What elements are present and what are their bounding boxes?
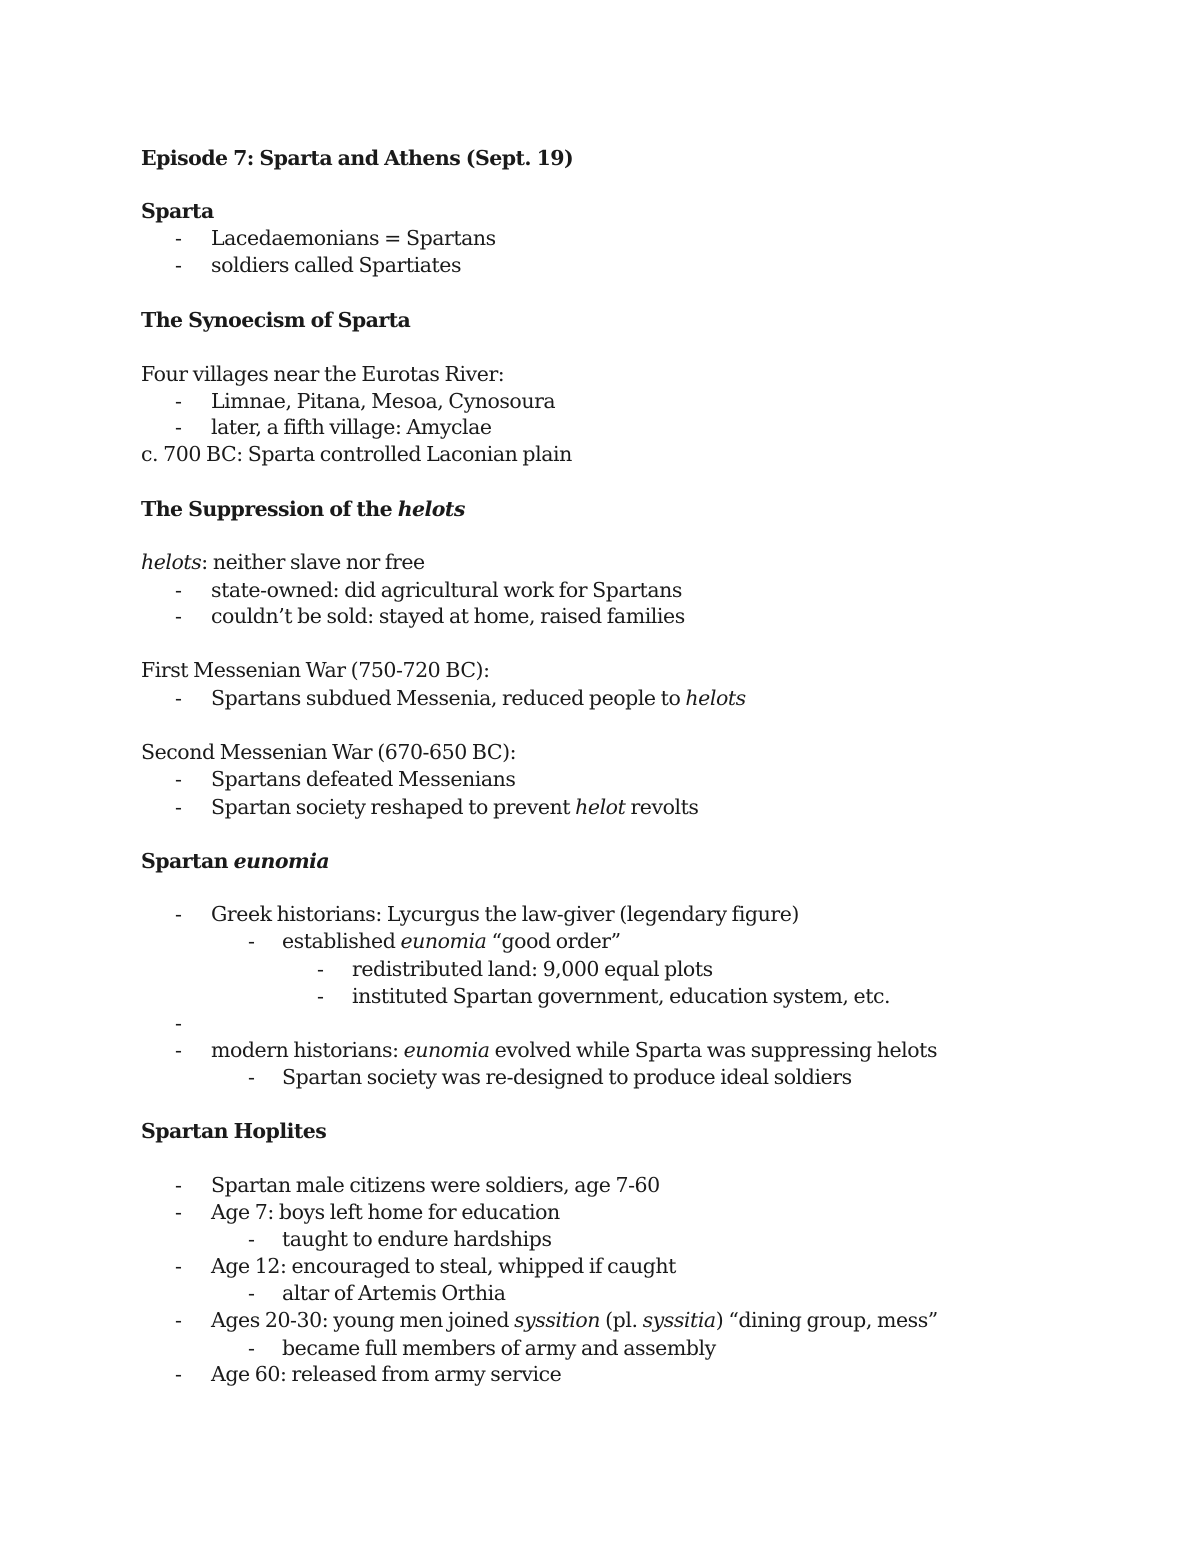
italic-term: eunomia xyxy=(233,849,330,873)
text-run: taught to endure hardships xyxy=(282,1227,552,1251)
sparta-heading-title xyxy=(141,197,214,225)
second-war-b1-line xyxy=(211,765,516,793)
villages-intro-line xyxy=(141,360,504,388)
text-run: couldn’t be sold: stayed at home, raised families xyxy=(211,604,685,628)
text-run: : neither slave nor free xyxy=(201,550,425,574)
text-run: Age 12: encouraged to steal, whipped if caught xyxy=(211,1254,676,1278)
text-run: evolved while Sparta was suppressing helots xyxy=(489,1038,938,1062)
bullet-dash: - xyxy=(175,389,182,413)
italic-term: eunomia xyxy=(403,1038,490,1062)
italic-term: eunomia xyxy=(400,929,487,953)
first-war-b1-line xyxy=(211,684,746,712)
text-run: Spartan xyxy=(141,849,234,873)
text-run: Spartans defeated Messenians xyxy=(211,767,516,791)
text-run: The Suppression of the xyxy=(141,497,398,521)
bullet-dash: - xyxy=(248,1336,255,1360)
eunomia-b2-line xyxy=(211,1036,937,1064)
bullet-dash: - xyxy=(248,1281,255,1305)
bullet-dash: - xyxy=(175,686,182,710)
bullet-dash: - xyxy=(248,1227,255,1251)
bullet-dash: - xyxy=(175,1200,182,1224)
second-war-b2-line xyxy=(211,793,698,821)
text-run: Second Messenian War (670-650 BC): xyxy=(141,740,517,764)
text-run: First Messenian War (750-720 BC): xyxy=(141,658,490,682)
bullet-dash: - xyxy=(175,253,182,277)
bullet-dash: - xyxy=(248,929,255,953)
sparta-b1-line xyxy=(211,224,496,252)
text-run: altar of Artemis Orthia xyxy=(282,1281,506,1305)
hoplites-b4-line xyxy=(211,1306,938,1334)
hoplites-b1-line xyxy=(211,1171,660,1199)
text-run: ) “dining group, mess” xyxy=(715,1308,938,1332)
bullet-dash: - xyxy=(175,1254,182,1278)
hoplites-b3-line xyxy=(211,1252,676,1280)
eunomia-heading-title xyxy=(141,847,329,875)
bullet-dash: - xyxy=(175,795,182,819)
italic-term: syssitia xyxy=(642,1308,716,1332)
text-run: “good order” xyxy=(486,929,621,953)
text-run: c. 700 BC: Sparta controlled Laconian plain xyxy=(141,442,572,466)
bullet-dash: - xyxy=(175,578,182,602)
text-run: Lacedaemonians = Spartans xyxy=(211,226,496,250)
text-run: Limnae, Pitana, Mesoa, Cynosoura xyxy=(211,389,556,413)
villages-b2-line xyxy=(211,413,492,441)
hoplites-b2-line xyxy=(211,1198,560,1226)
italic-term: helots xyxy=(141,550,202,574)
title-title xyxy=(141,144,573,172)
text-run: became full members of army and assembly xyxy=(282,1336,716,1360)
text-run: Spartan male citizens were soldiers, age 7-60 xyxy=(211,1173,660,1197)
bullet-dash: - xyxy=(317,957,324,981)
italic-term: helots xyxy=(685,686,746,710)
bullet-dash: - xyxy=(175,226,182,250)
text-run: redistributed land: 9,000 equal plots xyxy=(352,957,713,981)
text-run: later, a fifth village: Amyclae xyxy=(211,415,492,439)
text-run: Episode 7: Sparta and Athens (Sept. 19) xyxy=(141,146,574,170)
text-run: Age 60: released from army service xyxy=(211,1362,562,1386)
bullet-dash: - xyxy=(248,1065,255,1089)
hoplites-b3a-line xyxy=(282,1279,505,1307)
laconian-plain-line xyxy=(141,440,572,468)
helots-heading-title xyxy=(141,495,465,523)
bullet-dash: - xyxy=(175,1011,182,1035)
bullet-dash: - xyxy=(175,1308,182,1332)
text-run: (pl. xyxy=(600,1308,643,1332)
text-run: Four villages near the Eurotas River: xyxy=(141,362,505,386)
text-run: soldiers called Spartiates xyxy=(211,253,462,277)
eunomia-b1a2-line xyxy=(352,982,890,1010)
helots-b1-line xyxy=(211,576,682,604)
helots-def-line xyxy=(141,548,425,576)
eunomia-b2a-line xyxy=(282,1063,852,1091)
second-war-line xyxy=(141,738,516,766)
bullet-dash: - xyxy=(175,604,182,628)
hoplites-heading-title xyxy=(141,1117,326,1145)
hoplites-b4a-line xyxy=(282,1334,716,1362)
bullet-dash: - xyxy=(175,767,182,791)
text-run: Spartans subdued Messenia, reduced people to xyxy=(211,686,686,710)
text-run: Spartan society reshaped to prevent xyxy=(211,795,576,819)
text-run: Spartan society was re-designed to produce ideal soldiers xyxy=(282,1065,852,1089)
eunomia-b1a-line xyxy=(282,927,621,955)
bullet-dash: - xyxy=(317,984,324,1008)
text-run: revolts xyxy=(625,795,699,819)
italic-term: helots xyxy=(397,497,465,521)
synoecism-heading-title xyxy=(141,306,410,334)
hoplites-b5-line xyxy=(211,1360,561,1388)
bullet-dash: - xyxy=(175,415,182,439)
eunomia-b1a1-line xyxy=(352,955,713,983)
italic-term: syssition xyxy=(514,1308,601,1332)
text-run: Greek historians: Lycurgus the law-giver (legendary figure) xyxy=(211,902,799,926)
helots-b2-line xyxy=(211,602,685,630)
text-run: Spartan Hoplites xyxy=(141,1119,327,1143)
text-run: Ages 20-30: young men joined xyxy=(211,1308,515,1332)
italic-term: helot xyxy=(575,795,626,819)
first-war-line xyxy=(141,656,490,684)
text-run: The Synoecism of Sparta xyxy=(141,308,411,332)
bullet-dash: - xyxy=(175,1362,182,1386)
hoplites-b2a-line xyxy=(282,1225,552,1253)
text-run: Sparta xyxy=(141,199,214,223)
bullet-dash: - xyxy=(175,1038,182,1062)
villages-b1-line xyxy=(211,387,555,415)
text-run: Age 7: boys left home for education xyxy=(211,1200,560,1224)
text-run: modern historians: xyxy=(211,1038,404,1062)
text-run: instituted Spartan government, education system, etc. xyxy=(352,984,891,1008)
eunomia-b1-line xyxy=(211,900,799,928)
bullet-dash: - xyxy=(175,1173,182,1197)
text-run: established xyxy=(282,929,401,953)
bullet-dash: - xyxy=(175,902,182,926)
sparta-b2-line xyxy=(211,251,461,279)
text-run: state-owned: did agricultural work for Spartans xyxy=(211,578,682,602)
